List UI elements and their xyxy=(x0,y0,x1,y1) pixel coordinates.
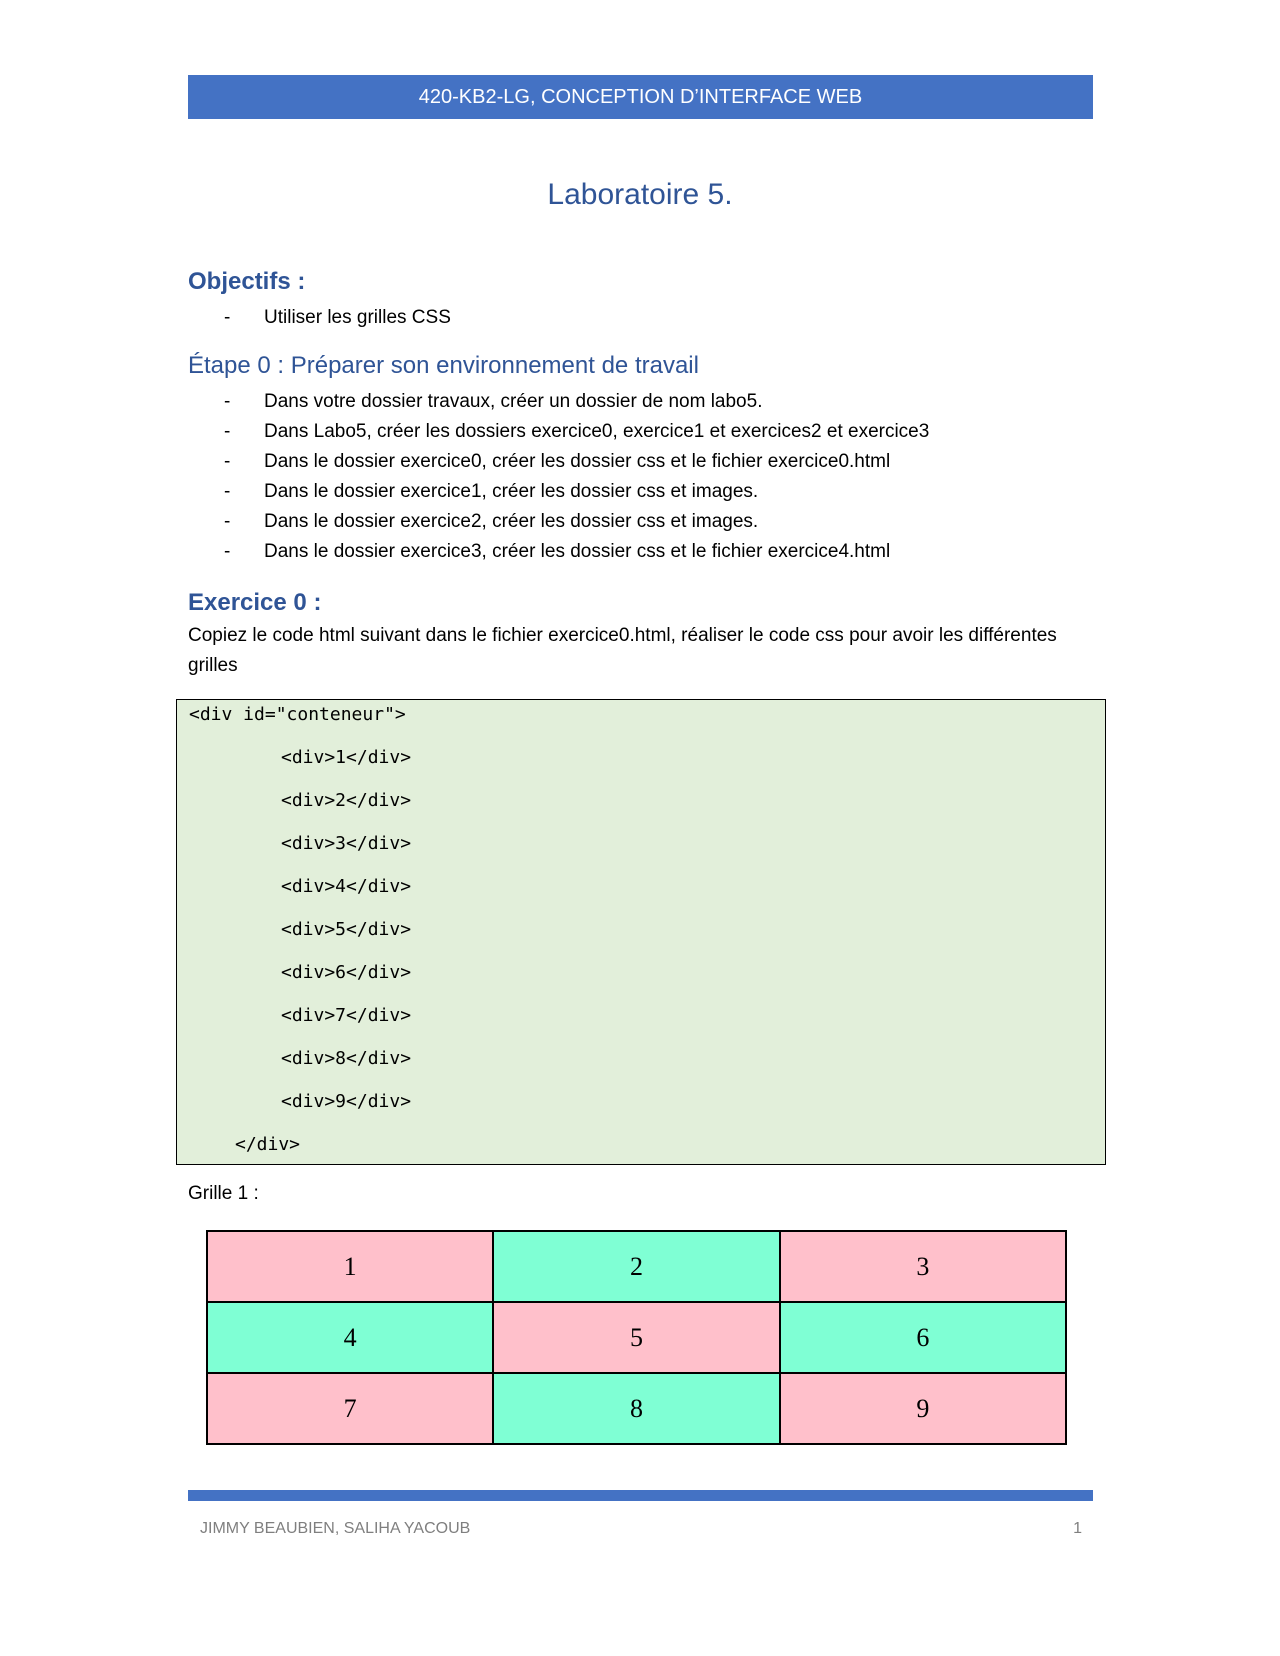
code-line: <div id="conteneur"> xyxy=(189,704,406,725)
course-title: 420-KB2-LG, CONCEPTION D’INTERFACE WEB xyxy=(418,85,863,108)
page-number: 1 xyxy=(1073,1520,1082,1537)
grid-cell: 5 xyxy=(493,1302,779,1373)
code-line: <div>7</div> xyxy=(281,1005,412,1026)
etape0-heading: Étape 0 : Préparer son environnement de travail xyxy=(188,352,699,379)
code-line: <div>1</div> xyxy=(281,747,412,768)
grid-cell: 7 xyxy=(207,1373,493,1444)
footer-authors: JIMMY BEAUBIEN, SALIHA YACOUB xyxy=(200,1520,471,1537)
grid-cell: 3 xyxy=(780,1231,1066,1302)
list-item: - Dans le dossier exercice2, créer les dossier css et images. xyxy=(224,511,759,532)
objectifs-list xyxy=(188,303,451,333)
course-header-bar xyxy=(188,75,1093,119)
code-line: <div>2</div> xyxy=(281,790,412,811)
grid-cell: 1 xyxy=(207,1231,493,1302)
footer-bar xyxy=(188,1490,1093,1501)
list-item: - Dans le dossier exercice0, créer les dossier css et le fichier exercice0.html xyxy=(224,451,891,472)
page-title: Laboratoire 5. xyxy=(547,178,733,211)
exercice0-instruction: Copiez le code html suivant dans le fichier exercice0.html, réaliser le code css pour avoir les différentes grilles xyxy=(188,625,1057,676)
code-line: <div>8</div> xyxy=(281,1048,412,1069)
list-item: - Dans le dossier exercice3, créer les dossier css et le fichier exercice4.html xyxy=(224,541,891,562)
grid-cell: 4 xyxy=(207,1302,493,1373)
list-item: - Dans le dossier exercice1, créer les dossier css et images. xyxy=(224,481,759,502)
exercice0-heading: Exercice 0 : xyxy=(188,589,322,616)
code-line: <div>5</div> xyxy=(281,919,412,940)
grid-cell: 9 xyxy=(780,1373,1066,1444)
code-block xyxy=(176,699,1106,1165)
code-line: </div> xyxy=(235,1134,301,1155)
grid-cell: 6 xyxy=(780,1302,1066,1373)
grid-1 xyxy=(206,1230,1067,1445)
code-line: <div>6</div> xyxy=(281,962,412,983)
grid-cell: 2 xyxy=(493,1231,779,1302)
grid-label: Grille 1 : xyxy=(188,1183,259,1204)
list-item: - Dans Labo5, créer les dossiers exercice0, exercice1 et exercices2 et exercice3 xyxy=(224,421,930,442)
objectifs-heading: Objectifs : xyxy=(188,268,306,295)
code-line: <div>3</div> xyxy=(281,833,412,854)
etape0-list xyxy=(188,387,929,567)
code-line: <div>9</div> xyxy=(281,1091,412,1112)
list-item: - Dans votre dossier travaux, créer un dossier de nom labo5. xyxy=(224,391,763,412)
code-line: <div>4</div> xyxy=(281,876,412,897)
grid-cell: 8 xyxy=(493,1373,779,1444)
list-item: - Utiliser les grilles CSS xyxy=(224,307,451,328)
